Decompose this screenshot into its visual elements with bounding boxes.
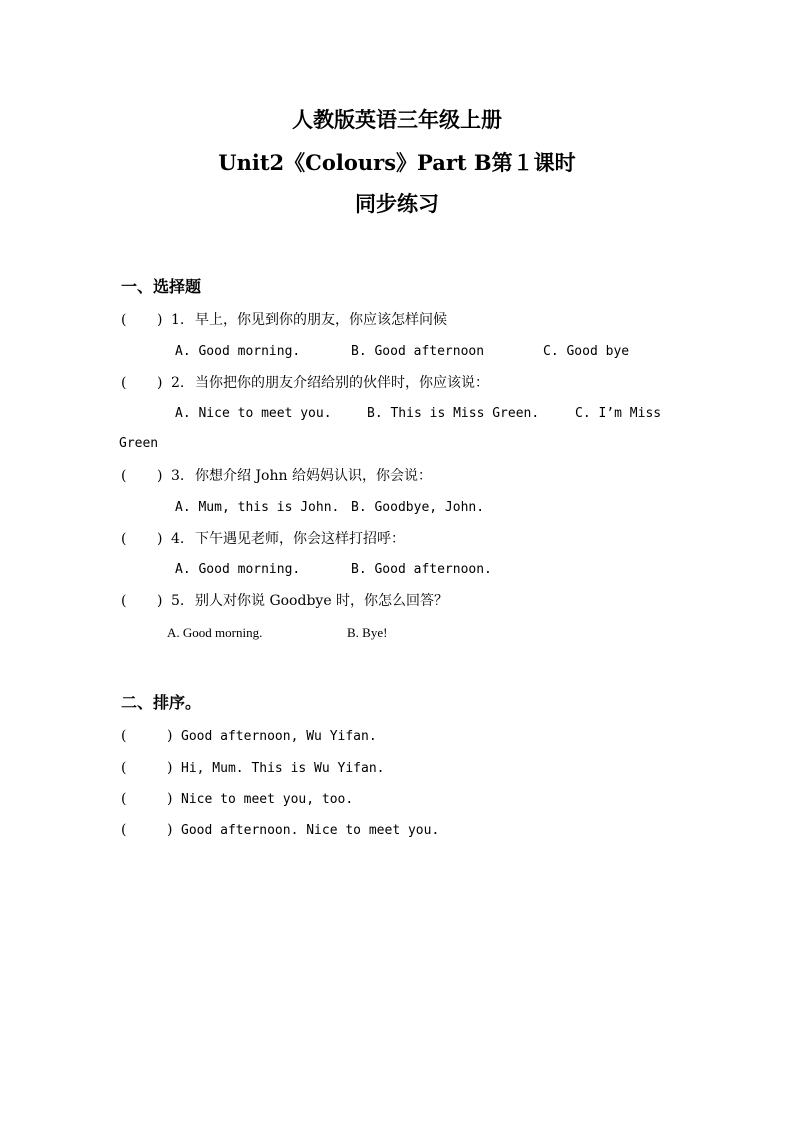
answer-paren-close: ) [157, 531, 163, 547]
question-text: 你想介绍 John 给妈妈认识，你会说： [195, 468, 432, 484]
answer-paren-open: ( [121, 468, 127, 484]
answer-paren-close: ) [157, 375, 163, 391]
ordering-item-2 [121, 759, 385, 778]
option-c: C. I’m Miss [575, 406, 662, 421]
option-a: A. Mum, this is John. [175, 500, 340, 515]
question-1 [121, 311, 447, 329]
answer-paren-close: ) [167, 822, 173, 838]
question-text: 别人对你说 Goodbye 时，你怎么回答？ [195, 593, 449, 609]
answer-paren-close: ) [167, 728, 173, 744]
section-heading-choice: 一、选择题 [121, 277, 202, 296]
worksheet-subtitle: 同步练习 [355, 191, 439, 216]
answer-paren-close: ) [157, 593, 163, 609]
ordering-text: Nice to meet you, too. [181, 792, 354, 807]
option-c: C. Good bye [543, 344, 630, 359]
answer-paren-open: ( [121, 728, 127, 744]
ordering-item-1 [121, 727, 377, 746]
answer-paren-close: ) [167, 791, 173, 807]
answer-paren-close: ) [157, 312, 163, 328]
question-text: 下午遇见老师，你会这样打招呼： [195, 531, 405, 547]
page-title: 人教版英语三年级上册 [292, 107, 502, 132]
ordering-item-3 [121, 790, 353, 809]
question-number: 1. [171, 312, 185, 328]
option-b: B. Good afternoon. [351, 562, 492, 577]
question-number: 2. [171, 375, 185, 391]
ordering-text: Hi, Mum. This is Wu Yifan. [181, 761, 385, 776]
answer-paren-open: ( [121, 791, 127, 807]
answer-paren-close: ) [157, 468, 163, 484]
answer-paren-open: ( [121, 593, 127, 609]
question-number: 4. [171, 531, 185, 547]
question-2 [121, 374, 489, 392]
option-a: A. Nice to meet you. [175, 406, 332, 421]
option-b: B. Good afternoon [351, 344, 485, 359]
option-c-continuation: Green [119, 436, 159, 451]
answer-paren-open: ( [121, 531, 127, 547]
answer-paren-open: ( [121, 760, 127, 776]
unit-title: Unit2《Colours》Part B第１课时 [218, 150, 576, 175]
option-a: A. Good morning. [175, 562, 301, 577]
ordering-text: Good afternoon, Wu Yifan. [181, 729, 377, 744]
question-text: 早上，你见到你的朋友，你应该怎样问候 [195, 312, 447, 328]
question-text: 当你把你的朋友介绍给别的伙伴时，你应该说： [195, 375, 489, 391]
answer-paren-open: ( [121, 822, 127, 838]
option-a: A. Good morning. [175, 344, 301, 359]
question-5 [121, 592, 448, 610]
answer-paren-close: ) [167, 760, 173, 776]
question-4 [121, 530, 405, 548]
section-heading-ordering: 二、排序。 [121, 693, 202, 712]
option-b: B. This is Miss Green. [367, 406, 540, 421]
answer-paren-open: ( [121, 375, 127, 391]
question-number: 5. [171, 593, 185, 609]
question-3 [121, 467, 432, 485]
option-b: B. Bye! [347, 625, 388, 640]
question-number: 3. [171, 468, 185, 484]
option-a: A. Good morning. [167, 625, 263, 640]
ordering-text: Good afternoon. Nice to meet you. [181, 823, 440, 838]
option-b: B. Goodbye, John. [351, 500, 485, 515]
answer-paren-open: ( [121, 312, 127, 328]
ordering-item-4 [121, 821, 439, 840]
